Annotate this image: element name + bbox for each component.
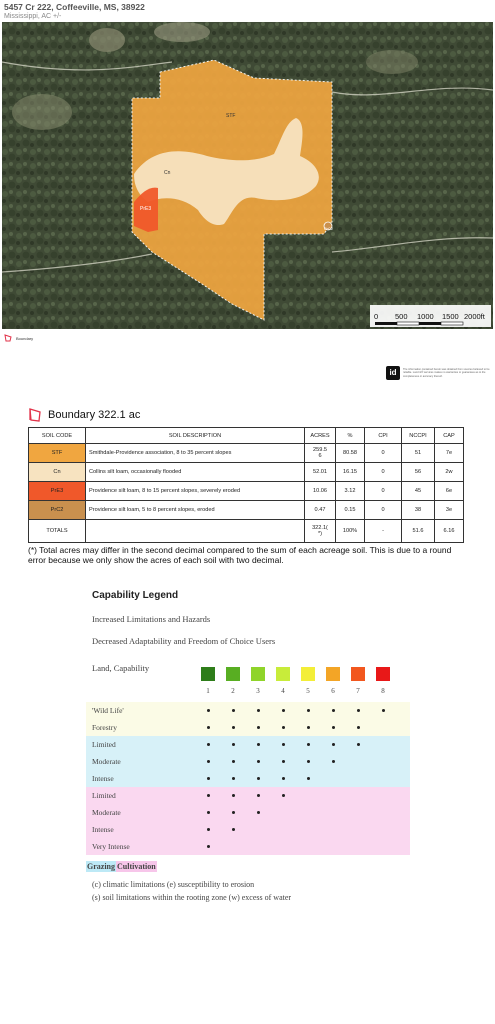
totals-cpi: - bbox=[365, 520, 402, 543]
class-2-swatch bbox=[226, 667, 240, 681]
disclaimer-text: The information contained herein was obtained from sources believed to be reliable. Land id® services makes no warranties or guarantees as to the completeness or accuracy thereof. bbox=[403, 368, 490, 378]
capability-row-band bbox=[86, 787, 410, 804]
soil-row-cn bbox=[29, 463, 464, 482]
capability-dot bbox=[207, 743, 210, 746]
boundary-icon bbox=[4, 334, 12, 342]
col-cpi: CPI bbox=[365, 428, 402, 444]
soil-cpi-cell: 0 bbox=[365, 501, 402, 520]
capability-dot bbox=[257, 811, 260, 814]
soil-nccpi-cell: 51 bbox=[402, 444, 435, 463]
map-legend-label: Boundary bbox=[16, 335, 34, 341]
grazing-label: Grazing bbox=[87, 862, 115, 871]
soil-acres-cell: 10.06 bbox=[305, 482, 336, 501]
capability-dot bbox=[232, 794, 235, 797]
grazing-cultivation-key bbox=[86, 862, 157, 871]
class-5-number: 5 bbox=[306, 687, 310, 695]
soil-percent-cell: 80.58 bbox=[336, 444, 365, 463]
capability-dot bbox=[207, 726, 210, 729]
soil-code-cell: PrC2 bbox=[29, 501, 86, 520]
class-1-number: 1 bbox=[206, 687, 210, 695]
capability-row-label: Limited bbox=[92, 791, 116, 800]
capability-dot bbox=[332, 726, 335, 729]
class-8-swatch bbox=[376, 667, 390, 681]
capability-dot bbox=[232, 828, 235, 831]
soil-code-cell: Cn bbox=[29, 463, 86, 482]
capability-title: Capability Legend bbox=[92, 590, 179, 601]
capability-dot bbox=[307, 709, 310, 712]
capability-dot bbox=[232, 709, 235, 712]
map-label-stf: STF bbox=[226, 113, 236, 119]
totals-nccpi: 51.6 bbox=[402, 520, 435, 543]
soil-description-cell: Smithdale-Providence association, 8 to 35 percent slopes bbox=[86, 444, 305, 463]
capability-row-band bbox=[86, 838, 410, 855]
capability-row-band bbox=[86, 753, 410, 770]
capability-dot bbox=[357, 743, 360, 746]
capability-dot bbox=[207, 828, 210, 831]
col-soil-description: SOIL DESCRIPTION bbox=[86, 428, 305, 444]
scale-0: 0 bbox=[374, 312, 379, 321]
totals-description bbox=[86, 520, 305, 543]
soil-nccpi-cell: 45 bbox=[402, 482, 435, 501]
capability-row-label: Moderate bbox=[92, 808, 121, 817]
capability-dot bbox=[257, 794, 260, 797]
capability-dot bbox=[232, 760, 235, 763]
capability-dot bbox=[307, 777, 310, 780]
totals-cap: 6.16 bbox=[435, 520, 464, 543]
header bbox=[4, 2, 145, 21]
boundary-heading bbox=[28, 408, 140, 422]
capability-dot bbox=[232, 743, 235, 746]
soil-nccpi-cell: 56 bbox=[402, 463, 435, 482]
capability-dot bbox=[282, 794, 285, 797]
class-6-number: 6 bbox=[331, 687, 335, 695]
boundary-title: Boundary 322.1 ac bbox=[48, 409, 141, 421]
scale-1500: 1500 bbox=[442, 312, 459, 321]
map-label-prc2: PrC2 bbox=[324, 226, 334, 231]
capability-footnote-2: (s) soil limitations within the rooting zone (w) excess of water bbox=[92, 893, 292, 902]
soil-totals-row bbox=[29, 520, 464, 543]
capability-dot bbox=[282, 743, 285, 746]
class-5-swatch bbox=[301, 667, 315, 681]
capability-row-label: Moderate bbox=[92, 757, 121, 766]
soil-cpi-cell: 0 bbox=[365, 463, 402, 482]
capability-line1: Increased Limitations and Hazards bbox=[92, 614, 211, 624]
class-6-swatch bbox=[326, 667, 340, 681]
soil-cap-cell: 6e bbox=[435, 482, 464, 501]
soil-row-prc2 bbox=[29, 501, 464, 520]
soil-row-pre3 bbox=[29, 482, 464, 501]
scale-2000ft: 2000ft bbox=[464, 312, 485, 321]
capability-dot bbox=[357, 726, 360, 729]
capability-dot bbox=[257, 709, 260, 712]
class-1-swatch bbox=[201, 667, 215, 681]
soil-nccpi-cell: 38 bbox=[402, 501, 435, 520]
capability-dot bbox=[357, 709, 360, 712]
map-legend bbox=[4, 334, 33, 342]
class-3-number: 3 bbox=[256, 687, 260, 695]
col-percent: % bbox=[336, 428, 365, 444]
capability-footnote-1: (c) climatic limitations (e) susceptibility to erosion bbox=[92, 880, 255, 889]
soil-percent-cell: 0.15 bbox=[336, 501, 365, 520]
capability-dot bbox=[257, 743, 260, 746]
capability-dot bbox=[282, 726, 285, 729]
capability-dot bbox=[332, 743, 335, 746]
soil-map-svg bbox=[2, 22, 493, 329]
capability-dot bbox=[382, 709, 385, 712]
cultivation-label: Cultivation bbox=[117, 862, 156, 871]
capability-line2: Decreased Adaptability and Freedom of Choice Users bbox=[92, 636, 276, 646]
capability-row-band bbox=[86, 736, 410, 753]
soil-cap-cell: 7e bbox=[435, 444, 464, 463]
totals-percent: 100% bbox=[336, 520, 365, 543]
soil-cpi-cell: 0 bbox=[365, 444, 402, 463]
capability-row-label: Intense bbox=[92, 774, 114, 783]
capability-dot bbox=[282, 777, 285, 780]
soil-acres-cell: 52.01 bbox=[305, 463, 336, 482]
map-label-cn: Cn bbox=[164, 170, 171, 176]
soil-code-cell: STF bbox=[29, 444, 86, 463]
capability-dot bbox=[307, 743, 310, 746]
capability-row-band bbox=[86, 821, 410, 838]
capability-row-label: Limited bbox=[92, 740, 116, 749]
capability-dot bbox=[207, 811, 210, 814]
col-soil-code: SOIL CODE bbox=[29, 428, 86, 444]
soil-acres-cell: 259.5 6 bbox=[305, 444, 336, 463]
scale-1000: 1000 bbox=[417, 312, 434, 321]
capability-dot bbox=[232, 726, 235, 729]
map-scale-bar bbox=[370, 305, 491, 327]
class-7-number: 7 bbox=[356, 687, 360, 695]
capability-row-label: 'Wild Life' bbox=[92, 706, 124, 715]
boundary-icon bbox=[28, 408, 42, 422]
totals-label: TOTALS bbox=[29, 520, 86, 543]
capability-row-label: Very Intense bbox=[92, 842, 130, 851]
col-acres: ACRES bbox=[305, 428, 336, 444]
capability-dot bbox=[232, 811, 235, 814]
capability-dot bbox=[282, 760, 285, 763]
soil-table-header bbox=[29, 428, 464, 444]
capability-dot bbox=[282, 709, 285, 712]
capability-legend bbox=[86, 580, 410, 910]
acreage-note: (*) Total acres may differ in the second decimal compared to the sum of each acreage soil. This is due to a round error because we only show the acres of each soil with two decimal. bbox=[28, 545, 452, 565]
capability-dot bbox=[207, 760, 210, 763]
capability-dot bbox=[257, 760, 260, 763]
capability-row-band bbox=[86, 770, 410, 787]
class-4-swatch bbox=[276, 667, 290, 681]
soil-cpi-cell: 0 bbox=[365, 482, 402, 501]
soil-cap-cell: 3e bbox=[435, 501, 464, 520]
class-2-number: 2 bbox=[231, 687, 235, 695]
land-capability-label: Land, Capability bbox=[92, 663, 150, 673]
class-8-number: 8 bbox=[381, 687, 385, 695]
capability-dot bbox=[257, 777, 260, 780]
capability-dot bbox=[207, 794, 210, 797]
capability-dot bbox=[257, 726, 260, 729]
soil-code-cell: PrE3 bbox=[29, 482, 86, 501]
aerial-soil-map[interactable] bbox=[2, 22, 493, 329]
capability-dot bbox=[332, 709, 335, 712]
class-3-swatch bbox=[251, 667, 265, 681]
capability-row-band bbox=[86, 702, 410, 719]
land-id-badge bbox=[386, 366, 493, 380]
capability-dot bbox=[307, 726, 310, 729]
land-id-logo: id bbox=[386, 366, 400, 380]
soil-percent-cell: 3.12 bbox=[336, 482, 365, 501]
capability-dot bbox=[207, 777, 210, 780]
capability-row-band bbox=[86, 804, 410, 821]
soil-percent-cell: 16.15 bbox=[336, 463, 365, 482]
soil-row-stf bbox=[29, 444, 464, 463]
col-nccpi: NCCPI bbox=[402, 428, 435, 444]
soil-description-cell: Collins silt loam, occasionally flooded bbox=[86, 463, 305, 482]
capability-dot bbox=[307, 760, 310, 763]
totals-acres: 322.1( *) bbox=[305, 520, 336, 543]
soil-description-cell: Providence silt loam, 5 to 8 percent slopes, eroded bbox=[86, 501, 305, 520]
capability-dot bbox=[332, 760, 335, 763]
property-address: 5457 Cr 222, Coffeeville, MS, 38922 bbox=[4, 2, 145, 12]
capability-dot bbox=[207, 709, 210, 712]
capability-dot bbox=[232, 777, 235, 780]
scale-500: 500 bbox=[395, 312, 408, 321]
map-label-pre3: PrE3 bbox=[140, 206, 152, 212]
property-subtitle: Mississippi, AC +/- bbox=[4, 13, 62, 20]
soil-description-cell: Providence silt loam, 8 to 15 percent slopes, severely eroded bbox=[86, 482, 305, 501]
capability-row-label: Intense bbox=[92, 825, 114, 834]
soil-acres-cell: 0.47 bbox=[305, 501, 336, 520]
col-cap: CAP bbox=[435, 428, 464, 444]
capability-row-label: Forestry bbox=[92, 723, 117, 732]
capability-dot bbox=[207, 845, 210, 848]
class-7-swatch bbox=[351, 667, 365, 681]
class-4-number: 4 bbox=[281, 687, 285, 695]
capability-row-band bbox=[86, 719, 410, 736]
soil-table bbox=[28, 427, 464, 543]
soil-cap-cell: 2w bbox=[435, 463, 464, 482]
